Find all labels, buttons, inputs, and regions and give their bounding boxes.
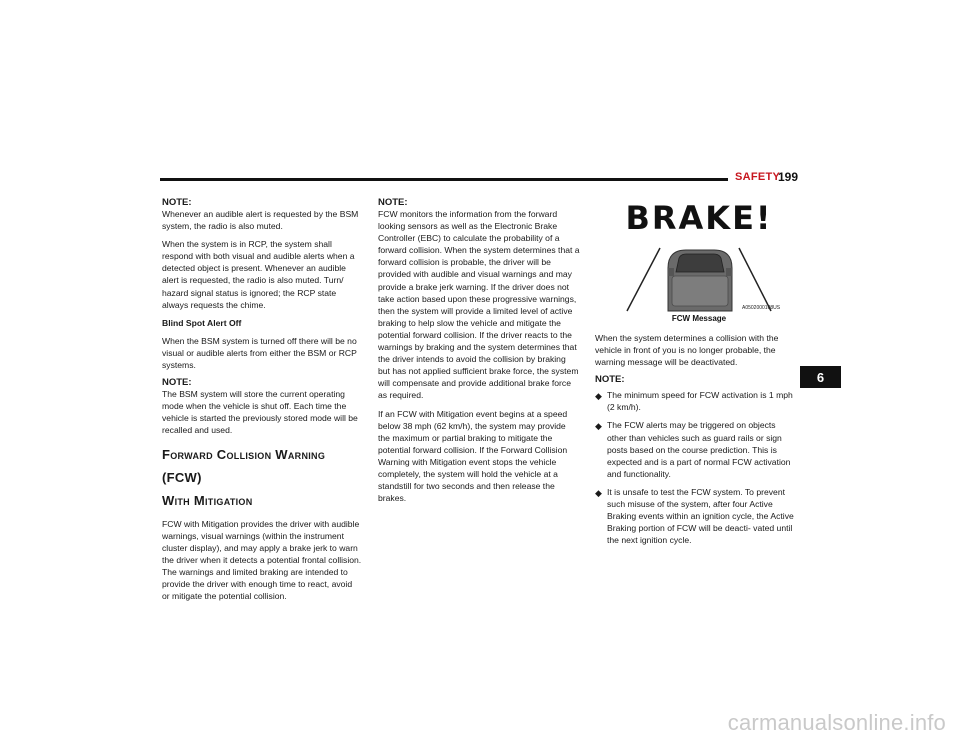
list-item — [595, 419, 795, 479]
figure-code: A0502000108US — [742, 305, 781, 311]
note-label: NOTE: — [162, 377, 192, 389]
paragraph-bsm-off: When the BSM system is turned off there will be no visual or audible alerts from either the BSM or RCP systems. — [162, 335, 357, 371]
diamond-bullet-icon: ◆ — [595, 421, 602, 432]
figure-brake-text: BRAKE! — [625, 199, 773, 237]
note-text: FCW monitors the information from the forward looking sensors as well as the Electronic Brake Controller (EBC) to calculate the probability of a forward collision. When the system determines that a forward collision is probable, the driver will be provided with audible and visual warnings and may provide a brake jerk warning. If the driver does not take action based upon these progressive warnings, then the system will provide a limited level of active braking to help slow the vehicle and mitigate the potential forward collision. If the driver reacts to the warnings by braking and the system determines that the driver intends to avoid the collision by braking but has not applied sufficient brake force, the system will compensate and provide additional brake force as required. — [378, 209, 580, 401]
note-bullet-list — [595, 389, 795, 546]
car-icon — [668, 250, 732, 311]
note-text: The BSM system will store the current operating mode when the vehicle is shut off. Each time the vehicle is started the previously stored mode will be recalled and used. — [162, 389, 358, 436]
header-rule — [160, 178, 728, 181]
figure-caption: FCW Message — [671, 314, 727, 323]
section-title-line-2: With Mitigation — [162, 492, 253, 508]
paragraph-rcp: When the system is in RCP, the system shall respond with both visual and audible alerts when a detected object is present. Whenever an audible alert is requested, the radio is also muted. Turn/ hazard signal status is ignored; the RCP state always requests the chime. — [162, 239, 355, 310]
diamond-bullet-icon: ◆ — [595, 391, 602, 402]
paragraph-fcw-intro: FCW with Mitigation provides the driver with audible warnings, visual warnings (within the instrument cluster display), and may apply a brake jerk to warn the driver when it detects a potential frontal collision. The warnings and limited braking are intended to provide the driver with enough time to react, avoid or mitigate the potential collision. — [162, 518, 362, 602]
chapter-tab: 6 — [800, 366, 841, 388]
note-label: NOTE: — [378, 197, 408, 208]
column-left — [162, 197, 362, 608]
bullet-text: The FCW alerts may be triggered on objects other than vehicles such as guard rails or sign posts based on the course prediction. This is expected and is a part of normal FCW activation and functionality. — [607, 420, 791, 479]
header-section-title: SAFETY — [735, 171, 781, 183]
section-title-line-1: Forward Collision Warning (FCW) — [162, 446, 326, 485]
note-label: NOTE: — [595, 374, 625, 386]
section-title-fcw — [162, 443, 362, 512]
note-label: NOTE: — [162, 197, 192, 208]
fcw-message-figure — [624, 200, 784, 326]
list-item — [595, 486, 795, 546]
paragraph-deactivation: When the system determines a collision with the vehicle in front of you is no longer probable, the warning message will be deactivated. — [595, 333, 779, 368]
lane-line-right — [739, 248, 771, 311]
subheading-blind-spot-alert-off: Blind Spot Alert Off — [162, 317, 242, 328]
column-right — [595, 332, 795, 552]
column-middle — [378, 197, 580, 510]
page-number: 199 — [778, 170, 799, 184]
list-item — [595, 389, 795, 413]
lane-line-left — [627, 248, 660, 311]
diamond-bullet-icon: ◆ — [595, 487, 602, 498]
bullet-text: It is unsafe to test the FCW system. To prevent such misuse of the system, after four Active Braking events within an ignition cycle, the Active Braking portion of FCW will be deacti- vated until the next ignition cycle. — [607, 486, 794, 546]
bullet-text: The minimum speed for FCW activation is 1 mph (2 km/h). — [607, 390, 793, 413]
note-text: Whenever an audible alert is requested by the BSM system, the radio is also muted. — [162, 209, 359, 232]
paragraph-fcw-standstill: If an FCW with Mitigation event begins at a speed below 38 mph (62 km/h), the system may provide the maximum or partial braking to mitigate the potential forward collision. If the Forward Collision Warning with Mitigation event stops the vehicle completely, the system will hold the vehicle at a standstill for two seconds and then release the brakes. — [378, 408, 568, 504]
watermark: carmanualsonline.info — [727, 710, 946, 735]
